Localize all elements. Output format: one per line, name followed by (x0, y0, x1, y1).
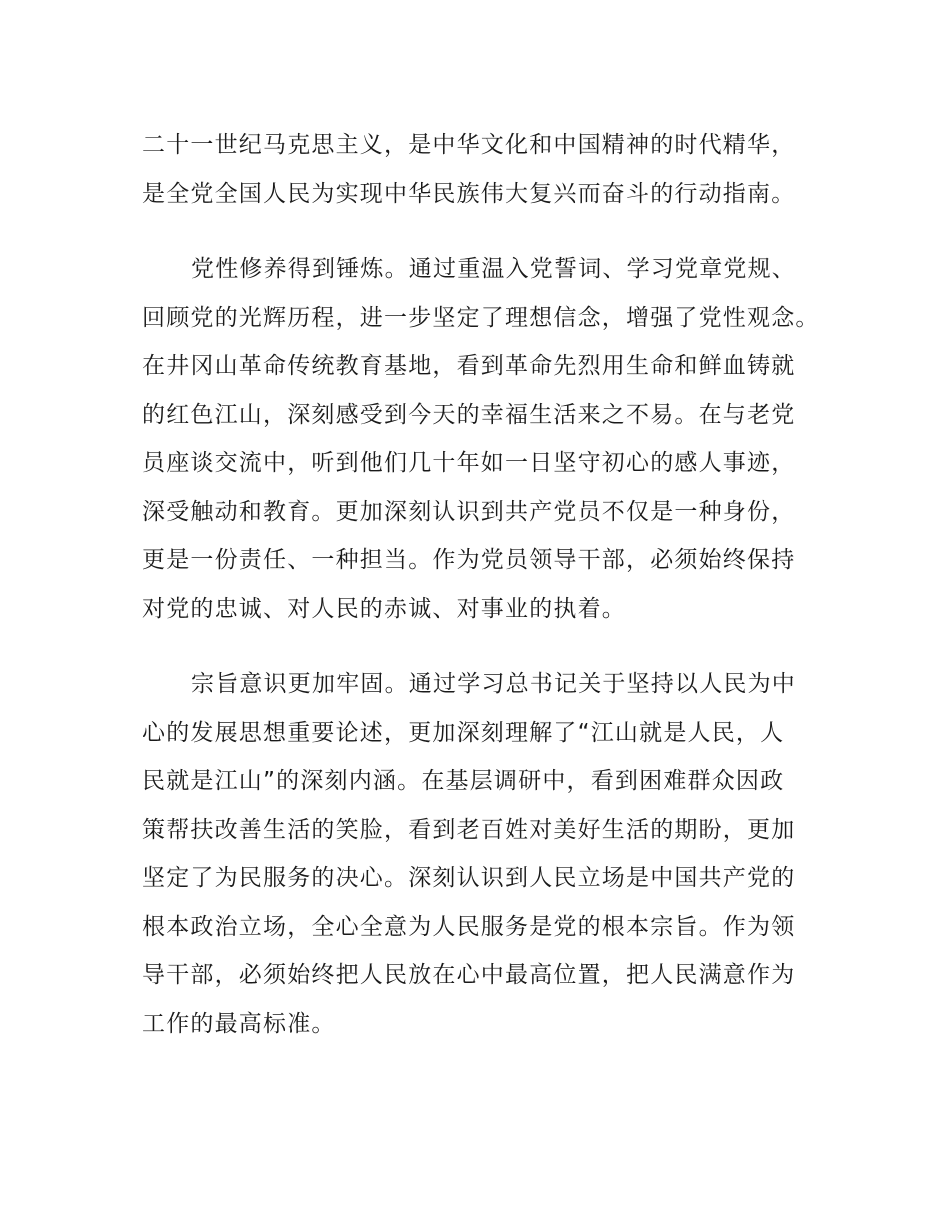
paragraph-gap (142, 225, 832, 252)
text-line: 回顾党的光辉历程，进一步坚定了理想信念，增强了党性观念。 (142, 304, 820, 331)
paragraph-party-spirit (142, 252, 832, 640)
text-line: 在井冈山革命传统教育基地，看到革命先烈用生命和鲜血铸就 (142, 353, 796, 379)
text-line: 坚定了为民服务的决心。深刻认识到人民立场是中国共产党的 (142, 865, 796, 891)
text-line: 更是一份责任、一种担当。作为党员领导干部，必须始终保持 (142, 547, 796, 573)
paragraph-purpose-awareness (142, 667, 832, 1055)
text-line: 党性修养得到锤炼。通过重温入党誓词、学习党章党规、 (191, 256, 796, 282)
text-line: 深受触动和教育。更加深刻认识到共产党员不仅是一种身份， (142, 498, 796, 525)
text-line: 二十一世纪马克思主义，是中华文化和中国精神的时代精华， (142, 132, 796, 158)
text-line: 策帮扶改善生活的笑脸，看到老百姓对美好生活的期盼，更加 (142, 816, 796, 843)
text-line: 根本政治立场，全心全意为人民服务是党的根本宗旨。作为领 (142, 913, 796, 940)
text-line: 导干部，必须始终把人民放在心中最高位置，把人民满意作为 (142, 962, 796, 988)
document-page (142, 128, 832, 1055)
text-line: 的红色江山，深刻感受到今天的幸福生活来之不易。在与老党 (142, 401, 796, 428)
text-line: 员座谈交流中，听到他们几十年如一日坚守初心的感人事迹， (142, 450, 796, 476)
text-line: 是全党全国人民为实现中华民族伟大复兴而奋斗的行动指南。 (142, 180, 796, 207)
text-line: 宗旨意识更加牢固。通过学习总书记关于坚持以人民为中 (191, 671, 796, 697)
text-line: 对党的忠诚、对人民的赤诚、对事业的执着。 (142, 595, 626, 622)
paragraph-intro-continuation (142, 128, 832, 225)
text-line: 工作的最高标准。 (142, 1010, 336, 1037)
text-line: 民就是江山”的深刻内涵。在基层调研中，看到困难群众因政 (142, 768, 785, 794)
paragraph-gap (142, 640, 832, 667)
text-line: 心的发展思想重要论述，更加深刻理解了“江山就是人民，人 (142, 719, 785, 746)
